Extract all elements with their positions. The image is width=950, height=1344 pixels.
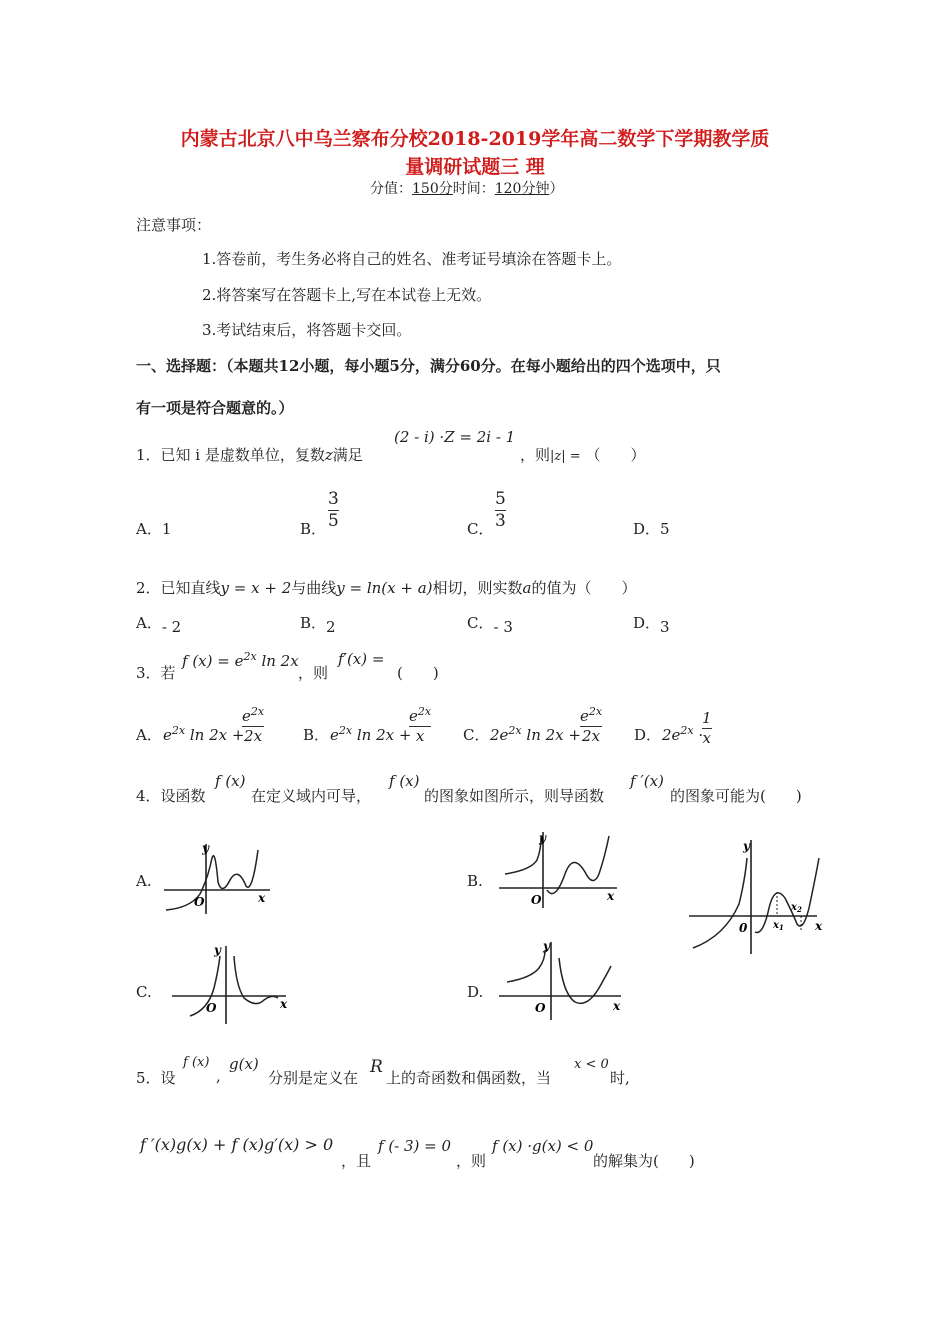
- y-label: y: [743, 839, 750, 853]
- x-label: x: [815, 919, 823, 933]
- q1-option-a: A．1: [136, 520, 172, 538]
- q4-text-c: 的图象如图所示，则导函数: [424, 787, 605, 805]
- exam-meta: [370, 178, 563, 198]
- q2-option-d: [633, 612, 670, 636]
- option-letter: B．: [300, 614, 327, 632]
- q1-option-b: B．: [300, 520, 327, 538]
- fraction-numerator: [409, 706, 431, 725]
- q3-option-c-expr: [490, 724, 581, 744]
- option-value: - 3: [493, 618, 513, 636]
- x-label: x: [280, 997, 288, 1011]
- graph-option-c: [168, 942, 298, 1026]
- time-label: 时间：: [452, 181, 495, 197]
- graph-option-a: [160, 838, 280, 918]
- q5-text-d: 时,: [610, 1069, 630, 1087]
- curve-left: [507, 950, 545, 982]
- q5-g: g(x): [229, 1055, 259, 1073]
- fraction-denominator: 2x: [582, 726, 601, 745]
- question-5-text: 5．设: [136, 1069, 176, 1087]
- expr-tail: ln 2x +: [526, 726, 581, 744]
- option-value: 3: [660, 618, 670, 636]
- q1-text-a: 1．已知 i 是虚数单位，复数: [136, 446, 325, 464]
- expr-main: e: [163, 726, 172, 744]
- q3-option-d-letter: D．: [634, 726, 662, 744]
- q5-text-f: ，则: [456, 1152, 487, 1170]
- q3-option-c-fraction: [580, 706, 602, 744]
- q4-option-b: B.: [467, 872, 483, 890]
- origin-label: 0: [739, 921, 748, 935]
- y-label: y: [202, 841, 209, 855]
- curve: [166, 850, 258, 910]
- origin-label: O: [531, 893, 542, 907]
- q5-value: f (- 3) = 0: [378, 1137, 452, 1155]
- q3-paren: ( ): [397, 664, 439, 682]
- option-letter: C．: [467, 614, 494, 632]
- q4-option-d: D.: [467, 983, 484, 1001]
- graph-option-b: [495, 828, 625, 908]
- q1-equation: (2 - i) ·Z = 2i - 1: [394, 428, 516, 446]
- option-value: 2: [326, 618, 336, 636]
- x2-label: [790, 902, 802, 914]
- q4-text-d: 的图象可能为( ): [670, 787, 802, 805]
- q3-option-a-expr: [163, 724, 244, 744]
- q3-option-d-fraction: [702, 710, 712, 746]
- expr-main: e: [330, 726, 339, 744]
- curve-right: [547, 836, 609, 894]
- num-main: e: [409, 707, 418, 725]
- num-exp: 2x: [250, 705, 265, 718]
- q3-option-d-expr: [662, 724, 703, 744]
- expr-main: 2e: [662, 726, 681, 744]
- question-1-text: [136, 444, 363, 465]
- expr-main: 2e: [490, 726, 509, 744]
- q1-option-d: D．5: [633, 520, 670, 538]
- num-main: e: [242, 707, 251, 725]
- q4-text-b: 在定义域内可导，: [251, 787, 372, 805]
- expr-exp: 2x: [508, 724, 522, 737]
- expr-tail: ln 2x +: [189, 726, 245, 744]
- fraction-denominator: 5: [328, 510, 339, 531]
- fraction-numerator: [242, 706, 264, 725]
- q2-text-b: 与曲线: [291, 579, 337, 597]
- graph-given-f: [685, 836, 830, 958]
- q5-R: R: [370, 1057, 383, 1077]
- meta-suffix: ）: [549, 181, 564, 197]
- y-label: y: [543, 939, 550, 953]
- q3-given-exp: 2x: [243, 650, 257, 663]
- q5-text-c: 上的奇函数和偶函数，当: [386, 1069, 552, 1087]
- num-exp: 2x: [588, 705, 603, 718]
- q3-text-b: ，则: [298, 664, 329, 682]
- x-label: x: [607, 889, 615, 903]
- x2-sub: 2: [796, 905, 802, 914]
- curve-left: [505, 838, 541, 874]
- q3-option-b-fraction: [409, 706, 431, 744]
- notice-heading: 注意事项：: [136, 216, 212, 234]
- graph-option-d: [495, 938, 630, 1022]
- q1-option-c-fraction: [495, 490, 506, 530]
- q5-cond: x < 0: [574, 1057, 609, 1072]
- q1-tail: [520, 444, 645, 465]
- q2-text-a: 2．已知直线: [136, 579, 221, 597]
- q1-abs: |z| =: [550, 449, 581, 464]
- q3-option-c-letter: C．: [463, 726, 490, 744]
- score-value: 150分: [412, 181, 453, 197]
- num-exp: 2x: [417, 705, 432, 718]
- notice-item: 3.考试结束后，将答题卡交回。: [202, 321, 412, 339]
- option-letter: D．: [633, 614, 661, 632]
- q3-option-b-letter: B．: [303, 726, 330, 744]
- expr-exp: 2x: [171, 724, 186, 737]
- notice-item: 2.将答案写在答题卡上,写在本试卷上无效。: [202, 286, 492, 304]
- x1-main: x: [773, 920, 779, 931]
- num-main: e: [580, 707, 589, 725]
- q4-option-a: A.: [136, 872, 152, 890]
- origin-label: O: [535, 1001, 546, 1015]
- expr-tail: ·: [698, 726, 704, 744]
- q2-option-a: [136, 612, 182, 636]
- q5-text-b: 分别是定义在: [268, 1069, 359, 1087]
- origin-label: O: [206, 1001, 217, 1015]
- q4-f2: f (x): [389, 772, 420, 790]
- option-letter: A．: [136, 614, 162, 632]
- q3-given: [182, 650, 299, 670]
- q2-text-c: 相切，则实数: [432, 579, 523, 597]
- q3-option-b-expr: [330, 724, 411, 744]
- fraction-denominator: 3: [495, 510, 506, 531]
- question-4-text: 4．设函数: [136, 787, 206, 805]
- q4-option-c: C.: [136, 983, 152, 1001]
- x1-label: [772, 920, 784, 932]
- option-value: - 2: [161, 618, 182, 636]
- curve-right: [755, 858, 819, 933]
- x1-sub: 1: [778, 923, 784, 932]
- q5-f: f (x): [183, 1055, 210, 1070]
- q3-ask: f′(x) =: [338, 650, 385, 668]
- q5-text-e: ，且: [341, 1152, 372, 1170]
- q1-paren: （ ）: [585, 446, 646, 464]
- fraction-numerator: [580, 706, 602, 725]
- notice-item: 1.答卷前，考生务必将自己的姓名、准考证号填涂在答题卡上。: [202, 250, 622, 268]
- fraction-numerator: 5: [495, 489, 506, 509]
- q3-text-a: 3．若: [136, 664, 176, 682]
- q4-f1: f (x): [215, 772, 246, 790]
- y-label: y: [539, 831, 546, 845]
- fraction-denominator: x: [702, 728, 711, 747]
- q1-option-b-fraction: [328, 490, 339, 530]
- q4-f3: f ′(x): [630, 772, 664, 790]
- expr-tail: ln 2x +: [356, 726, 412, 744]
- time-value: 120分钟: [494, 181, 550, 197]
- q5-text-g: 的解集为( ): [593, 1152, 695, 1170]
- q3-option-a-letter: A．: [136, 726, 162, 744]
- score-label: 分值：: [370, 181, 412, 197]
- x-label: x: [613, 999, 621, 1013]
- q3-given-tail: ln 2x: [261, 652, 299, 670]
- y-label: y: [214, 943, 221, 957]
- fraction-numerator: 1: [702, 709, 712, 727]
- expr-exp: 2x: [680, 724, 694, 737]
- q1-text-b: 满足: [332, 446, 363, 464]
- fraction-denominator: x: [415, 726, 425, 745]
- expr-exp: 2x: [338, 724, 353, 737]
- q5-ask: f (x) ·g(x) < 0: [492, 1137, 594, 1155]
- q5-comma: ,: [216, 1067, 221, 1085]
- q2-option-b: [300, 612, 336, 636]
- x2-main: x: [791, 902, 797, 913]
- q5-inequality: f ′(x)g(x) + f (x)g′(x) > 0: [140, 1135, 334, 1154]
- q2-text-d: 的值为（ ）: [531, 579, 637, 597]
- fraction-denominator: 2x: [244, 726, 263, 745]
- fraction-numerator: 3: [328, 489, 339, 509]
- q2-var: a: [522, 579, 532, 597]
- section-heading-line1: 一、选择题：（本题共12小题，每小题5分，满分60分。在每小题给出的四个选项中，只: [136, 357, 721, 375]
- q2-option-c: [467, 612, 513, 636]
- x-label: x: [258, 891, 266, 905]
- question-2-text: [136, 577, 636, 598]
- q2-line-eq: y = x + 2: [220, 579, 292, 597]
- q2-curve-eq: y = ln(x + a): [336, 579, 433, 597]
- page-title-line2: 量调研试题三 理: [405, 156, 545, 178]
- section-heading-line2: 有一项是符合题意的。）: [136, 399, 294, 417]
- q3-option-a-fraction: [242, 706, 264, 744]
- q1-var: z: [324, 446, 333, 464]
- q1-text-c: ，则: [520, 446, 551, 464]
- page-title-line1: 内蒙古北京八中乌兰察布分校2018-2019学年高二数学下学期教学质: [180, 128, 770, 150]
- q3-given-main: f (x) = e: [182, 652, 244, 670]
- q1-option-c: C．: [467, 520, 494, 538]
- origin-label: O: [194, 895, 205, 909]
